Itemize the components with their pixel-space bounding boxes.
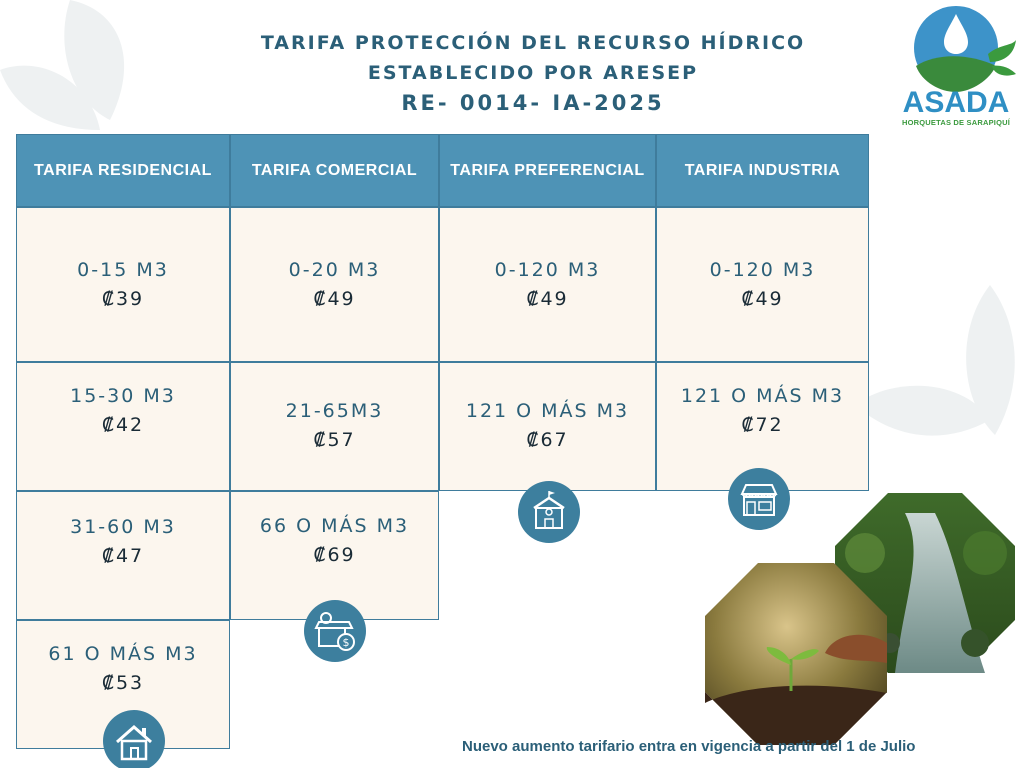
tier-range: 121 O MÁS M3	[465, 400, 630, 422]
tier-range: 15-30 M3	[70, 385, 176, 407]
svg-text:$: $	[342, 636, 350, 649]
title-line-2: ESTABLECIDO POR ARESEP	[367, 62, 699, 84]
tier-range: 66 O MÁS M3	[259, 515, 410, 537]
tier-range: 61 O MÁS M3	[48, 643, 198, 665]
title-line-1: TARIFA PROTECCIÓN DEL RECURSO HÍDRICO	[260, 32, 806, 54]
tier-range: 0-15 M3	[77, 259, 169, 281]
tier-price: ₡49	[741, 288, 784, 310]
storefront-icon	[728, 468, 790, 530]
logo-subtitle: HORQUETAS DE SARAPIQUÍ	[901, 118, 1011, 127]
water-drop-logo-icon	[892, 4, 1020, 94]
title-block	[0, 28, 1024, 118]
seedling-photo	[705, 563, 887, 745]
tier-price: ₡39	[101, 288, 145, 310]
header-residencial: TARIFA RESIDENCIAL	[16, 134, 230, 207]
header-comercial: TARIFA COMERCIAL	[230, 134, 439, 207]
preferencial-tier-1	[439, 207, 656, 362]
leaf-decoration-right	[855, 285, 1024, 450]
header-preferencial: TARIFA PREFERENCIAL	[439, 134, 656, 207]
residencial-tier-2	[16, 362, 230, 491]
comercial-tier-1	[230, 207, 439, 362]
asada-logo	[892, 4, 1020, 130]
tier-range: 0-20 M3	[288, 259, 381, 281]
comercial-tier-2	[230, 362, 439, 491]
header-industria: TARIFA INDUSTRIA	[656, 134, 869, 207]
house-icon	[103, 710, 165, 768]
tier-range: 121 O MÁS M3	[680, 385, 845, 407]
tier-range: 21-65M3	[285, 400, 384, 422]
logo-name: ASADA	[902, 86, 1010, 119]
tier-price: ₡67	[526, 429, 569, 451]
tier-range: 0-120 M3	[494, 259, 601, 281]
tier-price: ₡53	[101, 672, 145, 694]
shop-money-icon	[304, 600, 366, 662]
resolution-code: RE- 0014- IA-2025	[401, 91, 665, 115]
preferencial-tier-2	[439, 362, 656, 491]
tier-price: ₡57	[313, 429, 356, 451]
tier-range: 0-120 M3	[709, 259, 816, 281]
tier-price: ₡49	[526, 288, 569, 310]
school-icon	[518, 481, 580, 543]
residencial-tier-3	[16, 491, 230, 620]
industria-tier-1	[656, 207, 869, 362]
tier-range: 31-60 M3	[70, 516, 176, 538]
residencial-tier-1	[16, 207, 230, 362]
tier-price: ₡42	[101, 414, 145, 436]
footer-notice: Nuevo aumento tarifario entra en vigencia a partir del 1 de Julio	[462, 738, 916, 755]
tier-price: ₡72	[741, 414, 784, 436]
tier-price: ₡47	[101, 545, 145, 567]
tier-price: ₡49	[313, 288, 356, 310]
tier-price: ₡69	[313, 544, 356, 566]
